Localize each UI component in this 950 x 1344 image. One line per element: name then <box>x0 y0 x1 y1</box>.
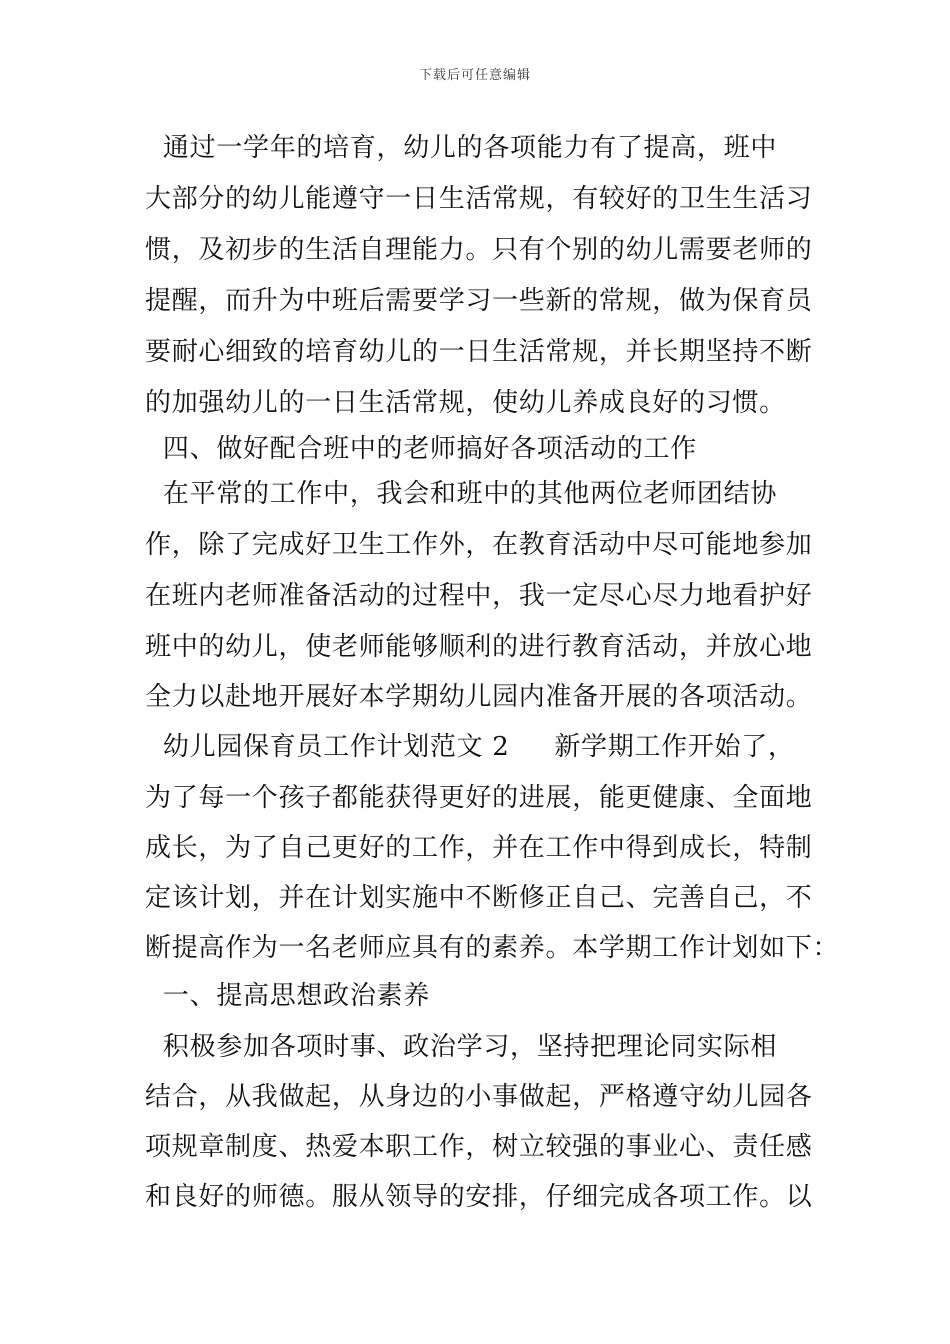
body-line: 班中的幼儿，使老师能够顺利的进行教育活动，并放心地 <box>145 632 813 662</box>
body-line: 幼儿园保育员工作计划范文 2 新学期工作开始了， <box>145 732 795 762</box>
section-heading: 一、提高思想政治素养 <box>145 981 430 1011</box>
body-line: 惯，及初步的生活自理能力。只有个别的幼儿需要老师的 <box>145 235 813 265</box>
body-line: 项规章制度、热爱本职工作，树立较强的事业心、责任感 <box>145 1132 813 1162</box>
section-heading: 四、做好配合班中的老师搞好各项活动的工作 <box>145 434 697 464</box>
body-line: 作，除了完成好卫生工作外，在教育活动中尽可能地参加 <box>145 530 813 560</box>
body-line: 定该计划，并在计划实施中不断修正自己、完善自己，不 <box>145 883 813 913</box>
body-line: 提醒，而升为中班后需要学习一些新的常规，做为保育员 <box>145 286 813 316</box>
body-line: 成长，为了自己更好的工作，并在工作中得到成长，特制 <box>145 833 813 863</box>
body-line: 通过一学年的培育，幼儿的各项能力有了提高，班中 <box>145 133 778 163</box>
body-line: 的加强幼儿的一日生活常规，使幼儿养成良好的习惯。 <box>145 388 786 418</box>
body-line: 积极参加各项时事、政治学习，坚持把理论同实际相 <box>145 1032 778 1062</box>
body-line: 和良好的师德。服从领导的安排，仔细完成各项工作。以 <box>145 1182 813 1212</box>
body-line: 为了每一个孩子都能获得更好的进展，能更健康、全面地 <box>145 783 813 813</box>
body-line: 断提高作为一名老师应具有的素养。本学期工作计划如下： <box>145 933 840 963</box>
body-line: 结合，从我做起，从身边的小事做起，严格遵守幼儿园各 <box>145 1082 813 1112</box>
body-line: 要耐心细致的培育幼儿的一日生活常规，并长期坚持不断 <box>145 337 813 367</box>
body-line: 在班内老师准备活动的过程中，我一定尽心尽力地看护好 <box>145 581 813 611</box>
body-line: 在平常的工作中，我会和班中的其他两位老师团结协 <box>145 479 778 509</box>
page-header-note: 下载后可任意编辑 <box>418 68 531 83</box>
body-line: 大部分的幼儿能遵守一日生活常规，有较好的卫生生活习 <box>145 184 813 214</box>
body-line: 全力以赴地开展好本学期幼儿园内准备开展的各项活动。 <box>145 682 813 712</box>
